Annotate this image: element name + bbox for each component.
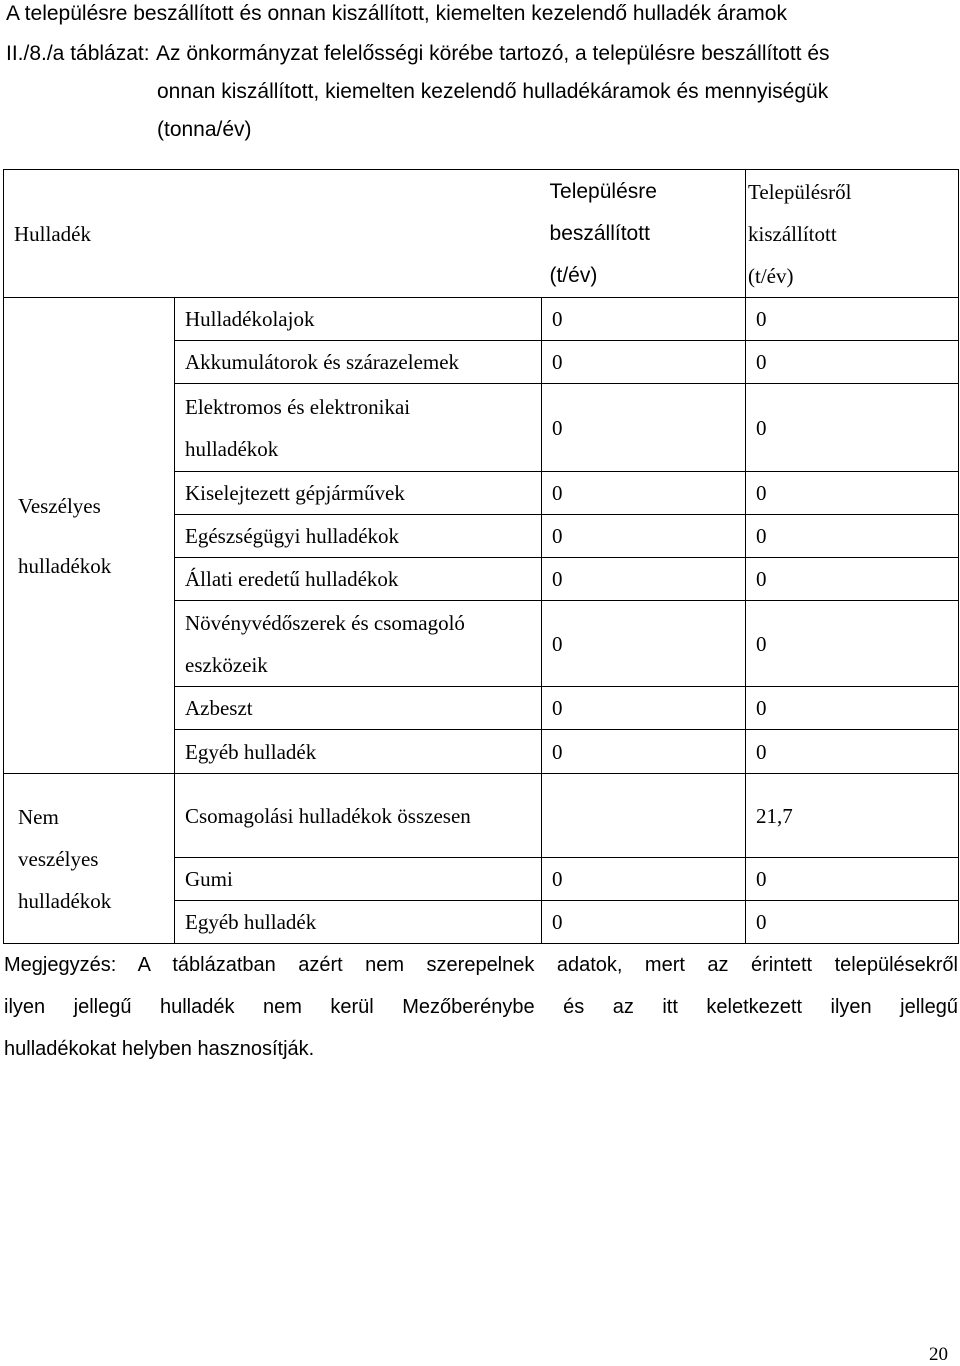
hazardous-label-line-2: hulladékok [18,553,112,578]
table-row [4,298,959,341]
header-in-line-1: Településre [549,179,657,203]
value-in: 0 [542,601,746,687]
value-out: 0 [746,384,959,472]
value-in: 0 [542,558,746,601]
non-hazardous-label-line-3: hulladékok [18,888,112,913]
header-delivered-in [542,170,746,298]
section-title: A településre beszállított és onnan kiszállított, kiemelten kezelendő hulladék áramok [6,2,787,25]
waste-name: Kiselejtezett gépjárművek [175,472,542,515]
value-out: 0 [746,730,959,774]
header-out-line-1: Településről [748,179,852,204]
value-in: 0 [542,298,746,341]
header-in-line-2: beszállított [549,221,650,245]
waste-name-line-1: Elektromos és elektronikai [185,394,411,419]
value-out: 0 [746,687,959,730]
value-out: 0 [746,601,959,687]
value-in: 0 [542,384,746,472]
waste-streams-table [3,169,959,944]
waste-name: Egyéb hulladék [175,730,542,774]
value-out: 0 [746,515,959,558]
caption-text-1: Az önkormányzat felelősségi körébe tartozó, a településre beszállított és [156,42,830,65]
waste-name-line-2: eszközeik [185,652,268,677]
header-delivered-out [746,170,959,298]
waste-name [175,601,542,687]
header-waste: Hulladék [4,170,542,298]
value-out: 0 [746,298,959,341]
non-hazardous-label-line-2: veszélyes [18,846,99,871]
table-row [4,774,959,858]
value-out: 21,7 [746,774,959,858]
waste-name: Egyéb hulladék [175,901,542,944]
waste-name [175,384,542,472]
table-caption-line-2: onnan kiszállított, kiemelten kezelendő hulladékáramok és mennyiségük [157,80,829,103]
value-in: 0 [542,472,746,515]
value-out: 0 [746,901,959,944]
value-in: 0 [542,901,746,944]
table-number: II./8./a táblázat: [6,42,150,65]
note-line-3: hulladékokat helyben hasznosítják. [4,1038,315,1060]
waste-name: Egészségügyi hulladékok [175,515,542,558]
waste-name: Hulladékolajok [175,298,542,341]
value-out: 0 [746,472,959,515]
table-caption-line-1 [6,42,830,66]
non-hazardous-label-line-1: Nem [18,804,59,829]
waste-name-line-1: Növényvédőszerek és csomagoló [185,610,465,635]
header-out-line-2: kiszállított [748,221,837,246]
hazardous-group-label [4,298,175,774]
value-out: 0 [746,341,959,384]
table-caption-line-3: (tonna/év) [157,118,252,141]
waste-name-line-2: hulladékok [185,436,279,461]
value-in: 0 [542,858,746,901]
value-in: 0 [542,341,746,384]
value-out: 0 [746,558,959,601]
waste-name: Akkumulátorok és szárazelemek [175,341,542,384]
value-in [542,774,746,858]
hazardous-label-line-1: Veszélyes [18,493,101,518]
waste-name: Gumi [175,858,542,901]
value-in: 0 [542,515,746,558]
header-in-line-3: (t/év) [549,263,598,287]
table-header-row [4,170,959,298]
value-in: 0 [542,687,746,730]
waste-name: Állati eredetű hulladékok [175,558,542,601]
page-number: 20 [929,1344,948,1365]
non-hazardous-group-label [4,774,175,944]
header-out-line-3: (t/év) [748,263,794,288]
note-line-2: ilyen jellegű hulladék nem kerül Mezőberénybe és az itt keletkezett ilyen jellegű [4,996,958,1018]
note-line-1: Megjegyzés: A táblázatban azért nem szerepelnek adatok, mert az érintett településekről [4,954,958,976]
waste-name: Azbeszt [175,687,542,730]
value-in: 0 [542,730,746,774]
value-out: 0 [746,858,959,901]
waste-name: Csomagolási hulladékok összesen [175,774,542,858]
